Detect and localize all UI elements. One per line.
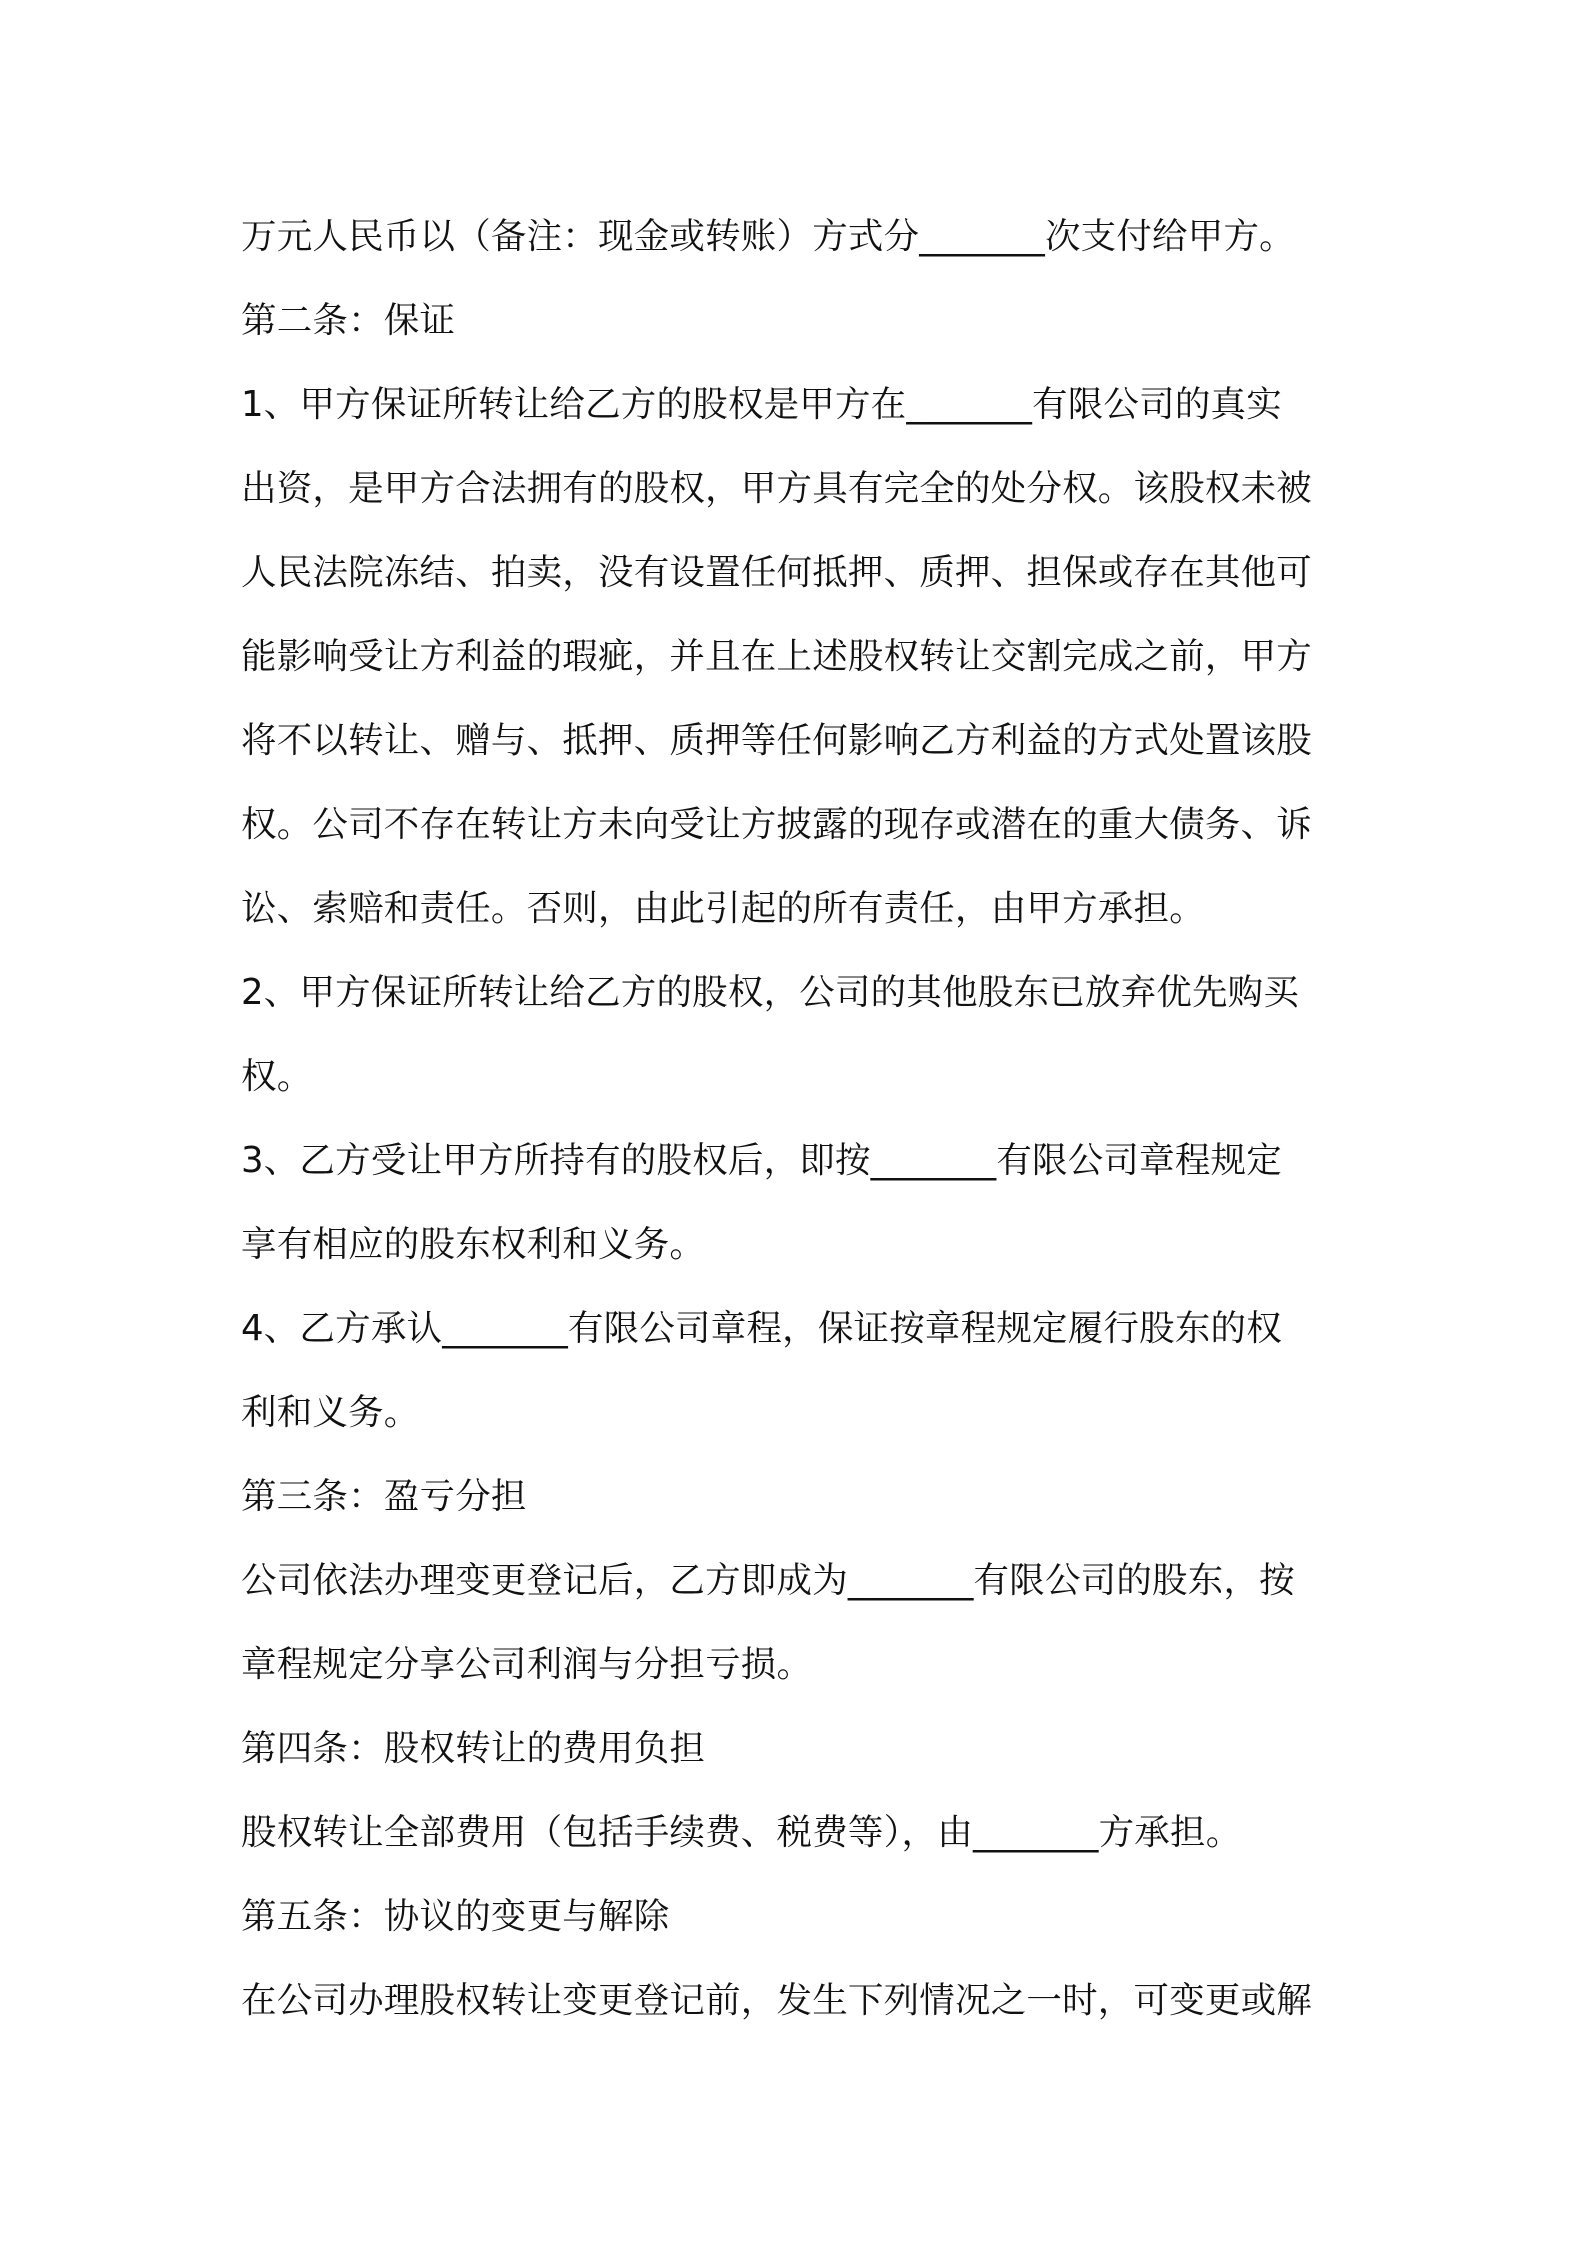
text-line: 4、乙方承认_______有限公司章程，保证按章程规定履行股东的权 (241, 1308, 1282, 1349)
text-line: 在公司办理股权转让变更登记前，发生下列情况之一时，可变更或解 (241, 1980, 1313, 2021)
text-line: 章程规定分享公司利润与分担亏损。 (241, 1644, 813, 1685)
text-line: 能影响受让方利益的瑕疵，并且在上述股权转让交割完成之前，甲方 (241, 636, 1313, 677)
text-line: 万元人民币以（备注：现金或转账）方式分_______次支付给甲方。 (241, 216, 1295, 257)
text-line: 利和义务。 (241, 1392, 420, 1433)
section-heading: 第二条：保证 (241, 300, 456, 341)
text-line: 享有相应的股东权利和义务。 (241, 1224, 706, 1265)
section-heading: 第三条：盈亏分担 (241, 1476, 527, 1517)
section-heading: 第五条：协议的变更与解除 (241, 1896, 670, 1937)
section-heading: 第四条：股权转让的费用负担 (241, 1728, 706, 1769)
text-line: 讼、索赔和责任。否则，由此引起的所有责任，由甲方承担。 (241, 888, 1205, 929)
text-line: 将不以转让、赠与、抵押、质押等任何影响乙方利益的方式处置该股 (241, 720, 1313, 761)
text-line: 权。公司不存在转让方未向受让方披露的现存或潜在的重大债务、诉 (241, 804, 1313, 845)
text-line: 公司依法办理变更登记后，乙方即成为_______有限公司的股东，按 (241, 1560, 1295, 1601)
document-body (241, 195, 1361, 2043)
text-line: 出资，是甲方合法拥有的股权，甲方具有完全的处分权。该股权未被 (241, 468, 1313, 509)
text-line: 2、甲方保证所转让给乙方的股权，公司的其他股东已放弃优先购买 (241, 972, 1300, 1013)
text-line: 1、甲方保证所转让给乙方的股权是甲方在_______有限公司的真实 (241, 384, 1282, 425)
text-line: 权。 (241, 1056, 313, 1097)
text-line: 股权转让全部费用（包括手续费、税费等），由_______方承担。 (241, 1812, 1242, 1853)
text-line: 人民法院冻结、拍卖，没有设置任何抵押、质押、担保或存在其他可 (241, 552, 1313, 593)
text-line: 3、乙方受让甲方所持有的股权后，即按_______有限公司章程规定 (241, 1140, 1282, 1181)
